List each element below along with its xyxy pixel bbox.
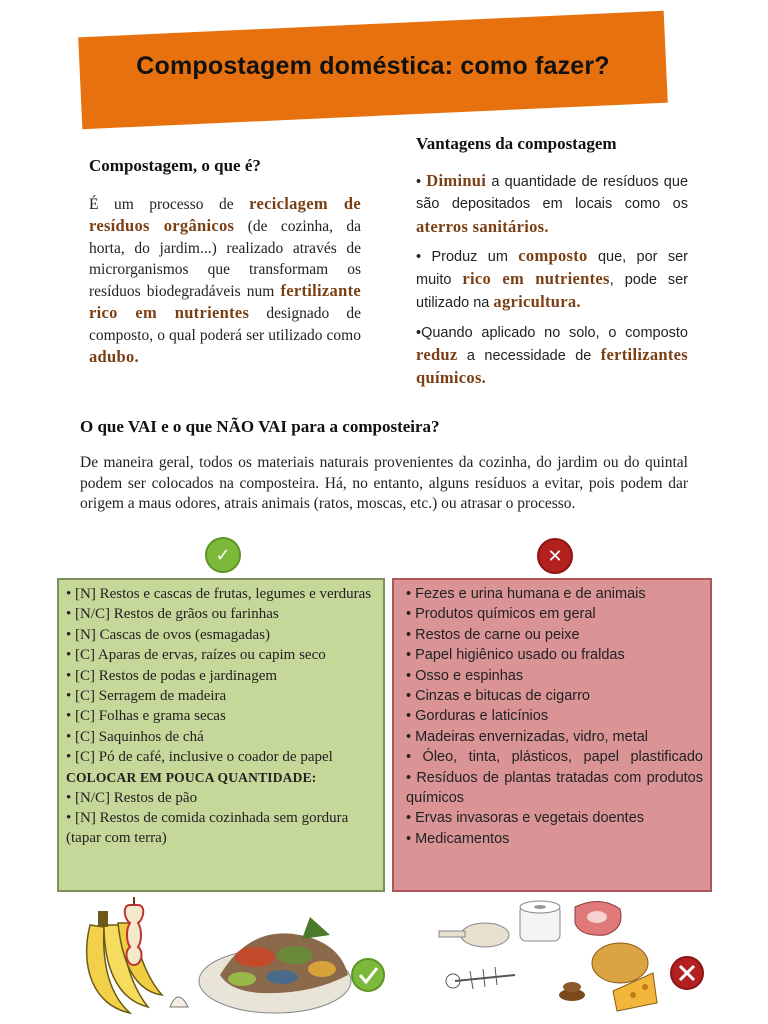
list-item: • Papel higiênico usado ou fraldas [406, 647, 625, 664]
forbidden-list-box [392, 578, 712, 892]
banana-icon [87, 911, 162, 1013]
list-item: • [C] Aparas de ervas, raízes ou capim seco [66, 647, 326, 664]
forbidden-list [406, 584, 703, 849]
list-item: • Fezes e urina humana e de animais [406, 586, 646, 602]
advantage-highlight: Diminui [426, 171, 487, 190]
list-item: • [N/C] Restos de grãos ou farinhas [66, 606, 279, 623]
advantage-text: a necessidade de [457, 348, 601, 365]
advantage-text: que, por ser muito [416, 248, 688, 289]
list-item: • [C] Serragem de madeira [66, 688, 227, 705]
advantage-highlight: rico em nutrientes [462, 269, 610, 289]
roast-chicken-icon [592, 943, 648, 983]
list-item: • [C] Folhas e grama secas [66, 708, 226, 725]
compostable-waste-illustration [70, 895, 400, 1024]
page-title: Compostagem doméstica: como fazer? [136, 52, 610, 80]
advantage-highlight: composto [518, 245, 588, 265]
advantage-text: Produz um [421, 248, 519, 265]
what-is-heading: Compostagem, o que é? [89, 156, 261, 175]
list-item: • [C] Restos de podas e jardinagem [66, 667, 278, 684]
non-compostable-waste-illustration [425, 895, 715, 1024]
toilet-paper-icon [520, 901, 560, 941]
list-item: • Madeiras envernizadas, vidro, metal [406, 728, 649, 745]
check-icon: ✓ [205, 537, 241, 573]
advantages-heading: Vantagens da compostagem [416, 134, 617, 153]
list-item: • Cinzas e bitucas de cigarro [406, 688, 590, 705]
what-is-highlight-3: adubo. [89, 347, 139, 367]
advantage-item: • Produz um composto que, por ser muito rico em nutrientes, pode ser utilizado na agricultura. [416, 245, 688, 312]
advantage-item: • Diminui a quantidade de resíduos que são depositados em locais como os aterros sanitários. [416, 171, 689, 236]
food-scraps-plate-icon [199, 917, 351, 1013]
eggshell-icon [170, 997, 188, 1007]
list-item: • [C] Saquinhos de chá [66, 728, 204, 745]
advantage-text: Quando aplicado no solo, o composto [421, 324, 688, 341]
advantage-item: •Quando aplicado no solo, o composto reduz a necessidade de fertilizantes químicos. [416, 324, 688, 388]
list-item: • Gorduras e laticínios [406, 708, 549, 725]
chicken-leg-icon [439, 923, 509, 947]
cross-icon [671, 957, 703, 989]
feces-icon [559, 982, 585, 1001]
goes-heading: O que VAI e o que NÃO VAI para a composteira? [80, 417, 440, 436]
cross-icon: ✕ [537, 538, 573, 574]
advantage-text: , pode ser utilizado na [416, 272, 688, 312]
list-item: • Restos de carne ou peixe [406, 626, 580, 643]
fish-bone-icon [446, 967, 515, 989]
list-item: • Osso e espinhas [406, 667, 524, 684]
what-is-text-1: É um processo de [89, 196, 250, 213]
list-item: • Medicamentos [406, 830, 510, 847]
advantage-highlight: reduz [416, 345, 458, 365]
list-item: • [C] Pó de café, inclusive o coador de papel [66, 749, 333, 766]
check-icon [352, 959, 384, 991]
what-is-text-3: designado de composto, o qual poderá ser utilizado como [89, 305, 361, 344]
advantage-text: a quantidade de resíduos que são depositados em locais como os [416, 174, 689, 213]
meat-icon [575, 901, 621, 935]
allowed-list-box [57, 578, 385, 892]
list-item: • Produtos químicos em geral [406, 606, 596, 623]
what-is-highlight-2: fertilizante rico em nutrientes [89, 281, 361, 323]
allowed-list [66, 584, 376, 849]
advantage-highlight: agricultura. [493, 292, 581, 312]
goes-intro: De maneira geral, todos os materiais naturais provenientes da cozinha, do jardim ou do quintal podem ser colocados na composteira. Há, no entanto, alguns resíduos a evitar, pois podem dar origem a maus odores, atrais animais (ratos, moscas, etc.) ou atrasar o processo. [80, 454, 688, 512]
small-quantity-heading: COLOCAR EM POUCA QUANTIDADE: [66, 769, 317, 785]
what-is-text-2: (de cozinha, da horta, do jardim...) realizado através de microrganismos que transformam os resíduos biodegradáveis num [89, 218, 362, 301]
list-item: • [N/C] Restos de pão [66, 789, 198, 806]
list-item: • [N] Restos de comida cozinhada sem gordura (tapar com terra) [66, 810, 349, 847]
list-item: • [N] Restos e cascas de frutas, legumes e verduras [66, 586, 372, 602]
list-item: • Ervas invasoras e vegetais doentes [406, 810, 645, 827]
advantage-highlight: aterros sanitários. [416, 216, 549, 236]
list-item: • Resíduos de plantas tratadas com produtos químicos [406, 769, 703, 807]
apple-core-icon [125, 897, 144, 965]
list-item: • Óleo, tinta, plásticos, papel plastificado [406, 749, 703, 766]
what-is-text [89, 193, 361, 368]
advantages-list [416, 170, 688, 397]
list-item: • [N] Cascas de ovos (esmagadas) [66, 626, 270, 643]
advantage-highlight: fertilizantes químicos. [416, 345, 688, 388]
what-is-highlight-1: reciclagem de resíduos orgânicos [89, 194, 362, 236]
